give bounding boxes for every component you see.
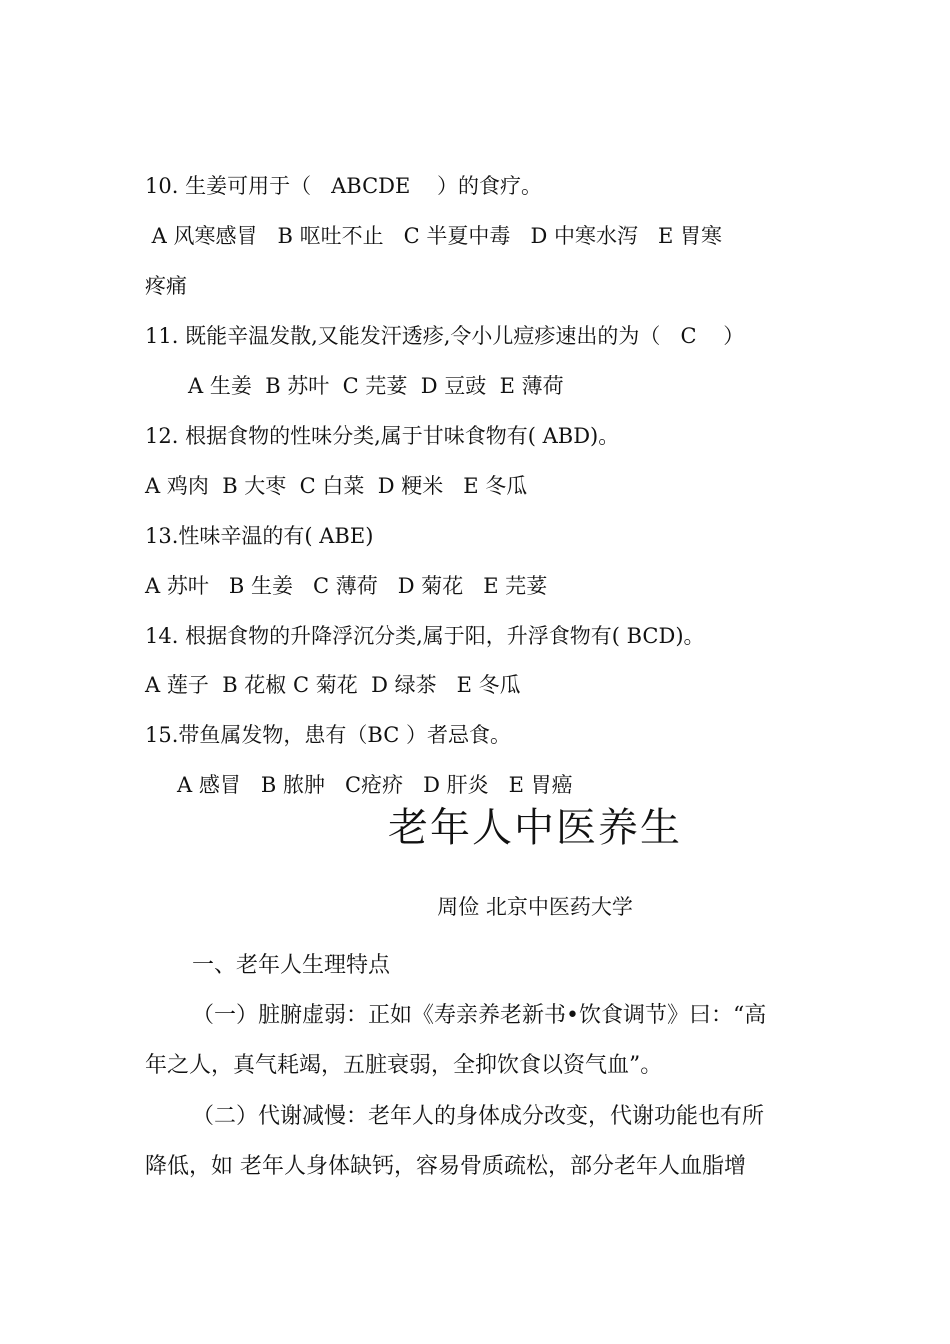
q10-options: A 风寒感冒 B 呕吐不止 C 半夏中毒 D 中寒水泻 E 胃寒 bbox=[145, 224, 722, 248]
article-author: 周俭 北京中医药大学 bbox=[437, 895, 633, 919]
q12-stem: 12. 根据食物的性味分类,属于甘味食物有( ABD)。 bbox=[145, 424, 620, 448]
paragraph-2-line-1: （二）代谢减慢：老年人的身体成分改变，代谢功能也有所 bbox=[192, 1104, 765, 1129]
q15-stem: 15.带鱼属发物，患有（BC ）者忌食。 bbox=[145, 723, 511, 747]
paragraph-1-line-2: 年之人，真气耗竭，五脏衰弱，全抑饮食以资气血”。 bbox=[145, 1053, 663, 1078]
q11-options: A 生姜 B 苏叶 C 芫荽 D 豆豉 E 薄荷 bbox=[188, 374, 564, 398]
q11-stem: 11. 既能辛温发散,又能发汗透疹,令小儿痘疹速出的为（ C ） bbox=[145, 324, 745, 348]
q12-options: A 鸡肉 B 大枣 C 白菜 D 粳米 E 冬瓜 bbox=[145, 474, 528, 498]
paragraph-2-line-2: 降低，如 老年人身体缺钙，容易骨质疏松，部分老年人血脂增 bbox=[145, 1154, 746, 1179]
q15-options: A 感冒 B 脓肿 C疮疥 D 肝炎 E 胃癌 bbox=[177, 773, 573, 797]
q10-options-continued: 疼痛 bbox=[145, 274, 187, 298]
q14-options: A 莲子 B 花椒 C 菊花 D 绿茶 E 冬瓜 bbox=[145, 673, 521, 697]
q13-options: A 苏叶 B 生姜 C 薄荷 D 菊花 E 芫荽 bbox=[145, 574, 548, 598]
q10-stem: 10. 生姜可用于（ ABCDE ）的食疗。 bbox=[145, 174, 543, 198]
q13-stem: 13.性味辛温的有( ABE) bbox=[145, 524, 374, 548]
article-title: 老年人中医养生 bbox=[388, 805, 682, 851]
paragraph-1-line-1: （一）脏腑虚弱：正如《寿亲养老新书•饮食调节》曰：“高 bbox=[192, 1003, 767, 1028]
q14-stem: 14. 根据食物的升降浮沉分类,属于阳，升浮食物有( BCD)。 bbox=[145, 624, 705, 648]
section-heading: 一、老年人生理特点 bbox=[192, 953, 391, 978]
